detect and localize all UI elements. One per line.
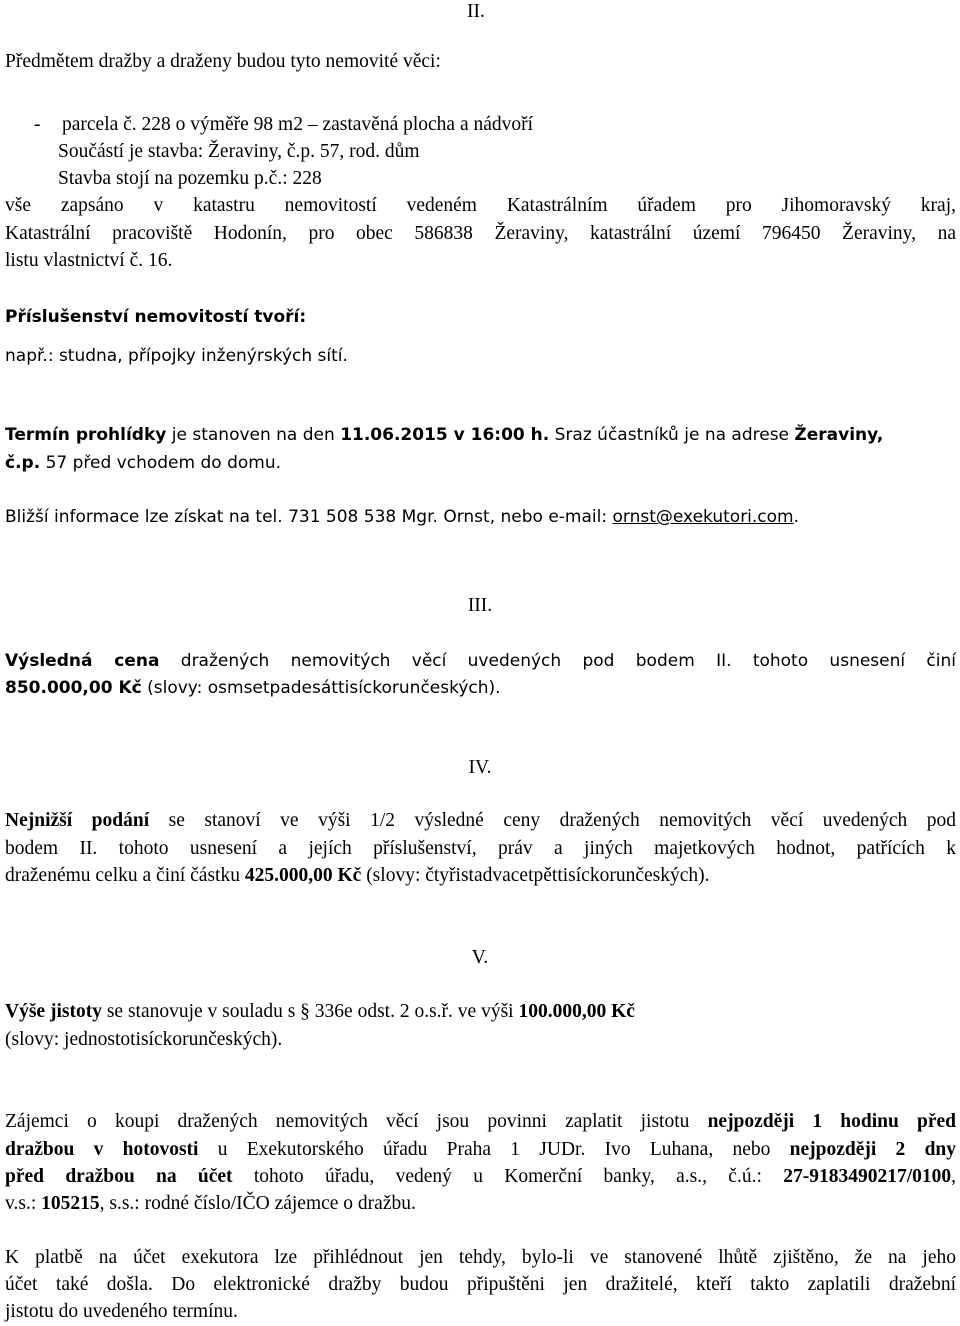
parcel-line: parcela č. 228 o výměře 98 m2 – zastavěná plocha a nádvoří [62,114,534,135]
section-heading-iv: IV. [468,757,492,778]
registry-line-2: Katastrální pracoviště Hodonín, pro obec 586838 Žeraviny, katastrální území 796450 Žeraviny, na [5,223,956,244]
result-price-line-1: Výsledná cena dražených nemovitých věcí uvedených pod bodem II. tohoto usnesení činí [5,651,956,671]
accessories-text: např.: studna, přípojky inženýrských sítí. [5,346,348,366]
payment-line-4: v.s.: 105215, s.s.: rodné číslo/IČO zájemce o dražbu. [5,1193,416,1214]
accessories-title: Příslušenství nemovitostí tvoří: [5,307,307,327]
section-heading-ii: II. [467,1,485,22]
deposit-line-1: Výše jistoty se stanovuje v souladu s § 336e odst. 2 o.s.ř. ve výši 100.000,00 Kč [5,1001,635,1022]
section-heading-v: V. [471,947,489,968]
note-line-1: K platbě na účet exekutora lze přihlédnout jen tehdy, bylo-li ve stanovené lhůtě zjištěno, že na jeho [5,1247,956,1268]
payment-line-3: před dražbou na účet tohoto úřadu, vedený u Komerční banky, a.s., č.ú.: 27-9183490217/0100, [5,1166,956,1187]
section-heading-iii: III. [467,595,493,616]
registry-line-3: listu vlastnictví č. 16. [5,250,173,271]
note-line-2: účet také došla. Do elektronické dražby budou připuštěni jen dražitelé, kteří takto zaplatili dražební [5,1274,956,1295]
list-dash: - [34,114,41,135]
lowest-bid-line-1: Nejnižší podání se stanoví ve výši 1/2 výsledné ceny dražených nemovitých věcí uvedených pod [5,810,956,831]
lowest-bid-line-2: bodem II. tohoto usnesení a jejích příslušenství, práv a jiných majetkových hodnot, patřících k [5,838,956,859]
info-line: Bližší informace lze získat na tel. 731 508 538 Mgr. Ornst, nebo e-mail: ornst@exekutori.com. [5,507,800,527]
stands-line: Stavba stojí na pozemku p.č.: 228 [58,168,322,189]
payment-line-2: dražbou v hotovosti u Exekutorského úřadu Praha 1 JUDr. Ivo Luhana, nebo nejpozději 2 dny [5,1139,957,1160]
intro-text: Předmětem dražby a draženy budou tyto nemovité věci: [5,51,441,72]
inspection-line-1: Termín prohlídky je stanoven na den 11.06.2015 v 16:00 h. Sraz účastníků je na adrese Žeraviny, [5,425,884,445]
part-line: Součástí je stavba: Žeraviny, č.p. 57, rod. dům [58,141,420,162]
result-price-line-2: 850.000,00 Kč (slovy: osmsetpadesáttisíckorunčeských). [5,678,501,698]
registry-line-1: vše zapsáno v katastru nemovitostí vedeném Katastrálním úřadem pro Jihomoravský kraj, [5,195,956,216]
inspection-line-2: č.p. 57 před vchodem do domu. [5,453,281,473]
deposit-line-2: (slovy: jednostotisíckorunčeských). [5,1029,283,1050]
payment-line-1: Zájemci o koupi dražených nemovitých věcí jsou povinni zaplatit jistotu nejpozději 1 hodinu před [5,1111,956,1132]
note-line-3: jistotu do uvedeného termínu. [5,1301,238,1322]
email-link[interactable]: ornst@exekutori.com [612,507,794,527]
lowest-bid-line-3: draženému celku a činí částku 425.000,00 Kč (slovy: čtyřistadvacetpěttisíckorunčeských). [5,865,710,886]
